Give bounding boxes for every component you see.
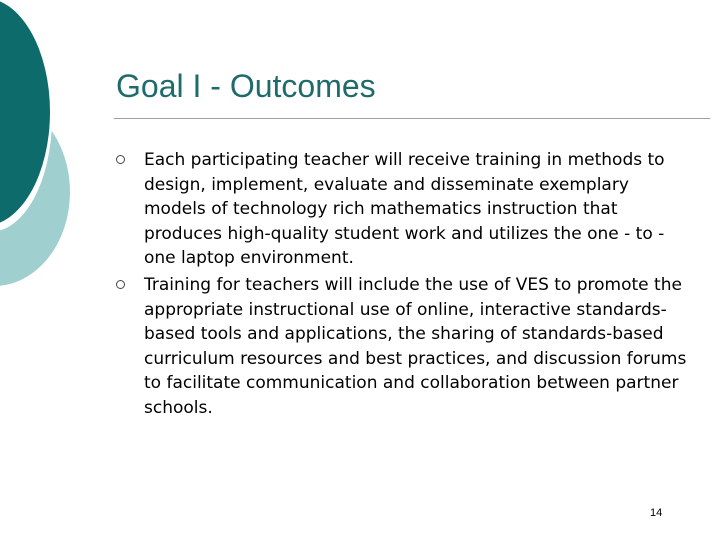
bullet-text: Training for teachers will include the use of VES to promote the appropriate instructional use of online, interactive standards-based tools and applications, the sharing of standards-based curriculum resources and best practices, and discussion forums to facilitate communication and collaboration between partner schools. — [144, 274, 687, 418]
hollow-circle-bullet-icon — [116, 280, 125, 289]
hollow-circle-bullet-icon — [116, 155, 125, 164]
title-divider — [114, 118, 710, 119]
slide-title: Goal I - Outcomes — [116, 68, 376, 104]
bullet-text: Each participating teacher will receive training in methods to design, implement, evaluate and disseminate exemplary models of technology rich mathematics instruction that produces high-quality student work and utilizes the one - to - one laptop environment. — [144, 150, 665, 269]
bullet-item — [116, 273, 696, 421]
bullet-item — [116, 148, 696, 271]
page-number: 14 — [650, 507, 663, 519]
bullet-list — [116, 148, 696, 423]
